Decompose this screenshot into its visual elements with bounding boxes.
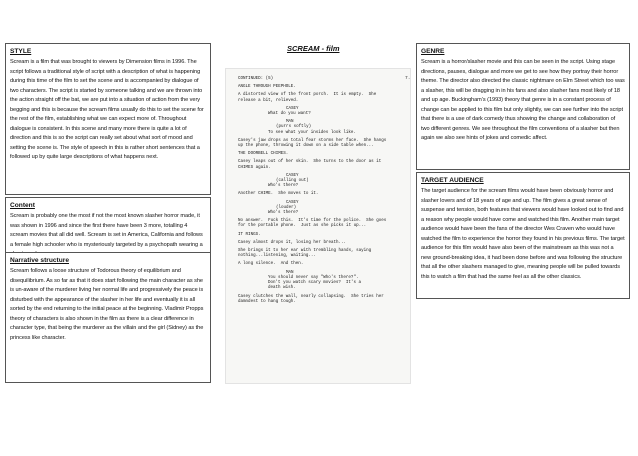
script-line-paren: (calling out) xyxy=(276,179,309,184)
content-heading: Content xyxy=(10,202,35,209)
script-line-dialogue: Don't you watch scary movies? It's a xyxy=(268,281,361,286)
script-line-action: up the phone, throwing it down on a side table when... xyxy=(238,144,374,149)
genre-heading: GENRE xyxy=(421,48,445,55)
page-title: SCREAM - film xyxy=(287,44,340,53)
script-line-action: release a bit, relieved. xyxy=(238,98,299,103)
script-line-dialogue: death wish. xyxy=(268,286,296,291)
content-text: Scream is probably one the most if not the most known slasher horror made, it was shown in 1996 and since the first there have been 3 more, totalling 4 scream movies that all did well. Scream is set in America, California and follows a female high schooler who is mysteriously targeted by a psychopath wearing a xyxy=(10,213,203,248)
style-text: Scream is a film that was brought to viewers by Dimension films in 1996. The script follows a traditional style of script with a description of what is happening during this time of the film to set the scene and is accompanied by dialogue of two characters. The script is started by someone talking and we are thrown into the action straight off the bat, we are put into a situation of action from the very begging and this is because the scream films usually do this to set the scene for the rest of the film, establishing what we can expect more of. Throughout dialogue is consistent. In this scene and many more there is quite a lot of direction and this is so the script can really set about what sort of mood and setting the scene is. The style of speech in this is rather short sentences that a followed up by quite large descriptions of what happens next. xyxy=(10,59,204,160)
target-audience-text: The target audience for the scream films would have been obviously horror and slasher lovers and of 18 years of age and up. The film gives a great sense of suspense and tension, both features that viewers would have looked out to find and a reason why people would have come and watched this film. Another main target audience would have been the fans of the director Wes Craven who would have watched the film to experience the horror they found in his previous films. The target audience for this film would have also been of the mainstream as this was not a new ground-breaking idea, it had been done before and was following the structure that all the other slashers managed to give, meaning people will be pulled towards this to watch a film that had the same feel as all the other classics. xyxy=(421,188,625,280)
script-line-paren: (purrs softly) xyxy=(276,125,312,130)
script-line-action: Casey clutches the wall, nearly collapsing. She tries her xyxy=(238,294,384,299)
script-line-action: IT RINGS. xyxy=(238,232,261,237)
script-line-dialogue: Who's there? xyxy=(268,211,299,216)
script-line-character: MAN xyxy=(286,120,294,125)
script-line-action: She brings it to her ear with trembling hands, saying xyxy=(238,249,372,254)
script-line-action: ANGLE THROUGH PEEPHOLE. xyxy=(238,85,296,90)
script-line-action: nothing...listening, waiting... xyxy=(238,254,316,259)
script-line-character: CASEY xyxy=(286,106,299,111)
script-line-action: A long silence. And then. xyxy=(238,262,304,267)
script-line-action: for the portable phone. Just as she picks it up... xyxy=(238,224,367,229)
script-line-action: A distorted view of the front porch. It is empty. She xyxy=(238,93,377,98)
genre-section xyxy=(416,43,630,170)
script-line-action: No answer. Fuck this. It's time for the police. She goes xyxy=(238,219,387,224)
narrative-section xyxy=(5,252,211,383)
script-line-action: Casey's jaw drops as total fear storms her face. She hangs xyxy=(238,138,387,143)
target-audience-heading: TARGET AUDIENCE xyxy=(421,177,484,184)
script-line-character: MAN xyxy=(286,270,294,275)
script-line-dialogue: Who's there? xyxy=(268,184,299,189)
narrative-text: Scream follows a loose structure of Todorous theory of equilibrium and disequilibrium. As so far as that it does start following the main character as she is un-aware of the murderer living her normal life and progressively the peace is disturbed with the appearance of the slasher in her life and eventually it is all sorted by the end returning to the initial peace at the beginning. Vladimir Propps theory of characters is also shown in the film as there is a clear difference in character type, that being the murderer as the villain and the girl (Sidney) as the princess like character. xyxy=(10,268,204,341)
page-number: 7. xyxy=(405,76,411,81)
script-line-action: Casey almost drops it, losing her breath... xyxy=(238,240,347,245)
style-section xyxy=(5,43,211,195)
script-line-action: damndest to hang tough. xyxy=(238,299,296,304)
genre-text: Scream is a horror/slasher movie and this can be seen in the script. Using stage directions, pauses, dialogue and more we get to see how they portray their horror theme. The director also directed the classic nightmare on Elm Street which too was a slasher, this will be dragging in in his fans and also slasher fans most likely of 18 and up age. Buckingham’s (1993) theory that genre is in a constant process of change can be applied to this film but only slightly, we can see further into the script that there is a use of dark comedy thus showing the change and collaboration of two different genres. We see throughout the film conventions of a slasher but then again we also see hints of jokes and comedic affect. xyxy=(421,59,625,141)
script-excerpt xyxy=(225,68,411,384)
script-line-action: Casey leaps out of her skin. She turns to the door as it xyxy=(238,160,382,165)
script-line-paren: (louder) xyxy=(276,205,297,210)
script-line-dialogue: What do you want? xyxy=(268,112,311,117)
target-audience-section xyxy=(416,172,630,299)
script-line-dialogue: You should never say "Who's there?". xyxy=(268,275,359,280)
script-line-dialogue: To see what your insides look like. xyxy=(268,130,356,135)
script-line-action: Another CHIME. She moves to it. xyxy=(238,192,319,197)
style-heading: STYLE xyxy=(10,48,32,55)
narrative-heading: Narrative structure xyxy=(10,257,70,264)
script-line-character: CASEY xyxy=(286,173,299,178)
script-line-slug: CONTINUED: (5) xyxy=(238,77,274,81)
script-line-action: THE DOORBELL CHIMES. xyxy=(238,152,289,157)
script-line-action: CHIMES again. xyxy=(238,165,271,170)
script-line-character: CASEY xyxy=(286,200,299,205)
